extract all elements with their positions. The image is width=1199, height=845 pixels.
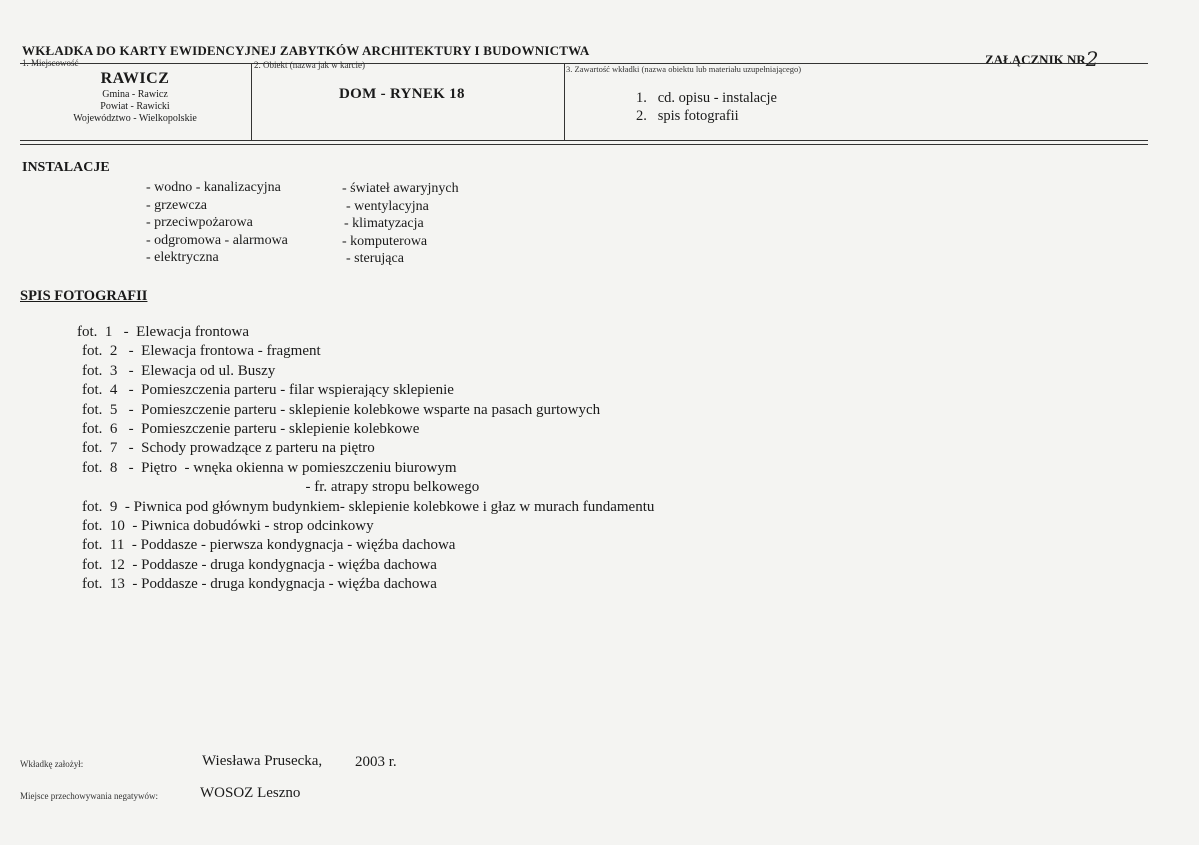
box3-label: 3. Zawartość wkładki (nazwa obiektu lub materiału uzupełniającego)	[566, 64, 802, 74]
box1-content	[40, 70, 230, 125]
list-item: - świateł awaryjnych	[342, 181, 459, 196]
form-title: WKŁADKA DO KARTY EWIDENCYJNEJ ZABYTKÓW ARCHITEKTURY I BUDOWNICTWA	[22, 43, 590, 58]
annex-label-text: ZAŁĄCZNIK NR	[985, 52, 1086, 67]
list-item: fot. 9 - Piwnica pod głównym budynkiem- sklepienie kolebkowe i głaz w murach fundamentu	[82, 498, 655, 515]
list-item: - wodno - kanalizacyjna	[146, 180, 281, 195]
object-name: DOM - RYNEK 18	[339, 86, 465, 102]
list-item: fot. 3 - Elewacja od ul. Buszy	[82, 362, 276, 379]
storage-label: Miejsce przechowywania negatywów:	[20, 791, 158, 801]
list-item: fot. 2 - Elewacja frontowa - fragment	[82, 343, 321, 360]
list-item: fot. 7 - Schody prowadzące z parteru na piętro	[82, 440, 375, 457]
table-divider-2	[564, 63, 565, 141]
list-item: - przeciwpożarowa	[146, 215, 253, 230]
list-item: fot. 4 - Pomieszczenia parteru - filar wspierający sklepienie	[82, 382, 454, 399]
list-item: - fr. atrapy stropu belkowego	[208, 479, 480, 496]
gmina: Gmina - Rawicz	[102, 89, 168, 100]
annex-number: 2	[1085, 47, 1099, 71]
list-item: - komputerowa	[342, 233, 428, 249]
list-item: - klimatyzacja	[344, 216, 424, 231]
list-item: fot. 1 - Elewacja frontowa	[77, 324, 250, 340]
author-name: Wiesława Prusecka,	[202, 753, 323, 769]
instalacje-heading: INSTALACJE	[22, 160, 110, 175]
box3-item: 2. spis fotografii	[636, 108, 739, 124]
annex-label	[985, 45, 1099, 69]
table-bottom-rule	[20, 140, 1148, 141]
list-item: fot. 6 - Pomieszczenie parteru - sklepienie kolebkowe	[82, 420, 420, 437]
author-label: Wkładkę założył:	[20, 759, 84, 769]
list-item: fot. 12 - Poddasze - druga kondygnacja - więźba dachowa	[82, 556, 437, 573]
photo-list	[77, 323, 655, 594]
spis-heading: SPIS FOTOGRAFII	[20, 288, 148, 304]
wojewodztwo: Województwo - Wielkopolskie	[73, 113, 197, 124]
list-item: fot. 13 - Poddasze - druga kondygnacja - więźba dachowa	[82, 576, 437, 593]
list-item: - odgromowa - alarmowa	[146, 232, 288, 248]
list-item: - elektryczna	[146, 250, 219, 265]
instalacje-col1	[146, 179, 288, 267]
table-bottom-rule-2	[20, 144, 1148, 145]
list-item: fot. 8 - Piętro - wnęka okienna w pomieszczeniu biurowym	[82, 459, 457, 476]
year: 2003 r.	[355, 754, 397, 770]
list-item: - grzewcza	[146, 197, 208, 213]
list-item: fot. 10 - Piwnica dobudówki - strop odcinkowy	[82, 517, 374, 534]
table-divider-1	[251, 63, 252, 141]
powiat: Powiat - Rawicki	[100, 101, 170, 112]
box3-item: 1. cd. opisu - instalacje	[636, 90, 777, 106]
instalacje-col2	[342, 180, 459, 268]
box1-label: 1. Miejscowość	[22, 58, 79, 68]
box2-label: 2. Obiekt (nazwa jak w karcie)	[254, 60, 365, 70]
list-item: - wentylacyjna	[346, 198, 429, 214]
list-item: - sterująca	[346, 251, 404, 266]
list-item: fot. 5 - Pomieszczenie parteru - sklepienie kolebkowe wsparte na pasach gurtowych	[82, 401, 601, 418]
list-item: fot. 11 - Poddasze - pierwsza kondygnacja - więźba dachowa	[82, 537, 456, 554]
town-name: RAWICZ	[100, 70, 170, 87]
storage-value: WOSOZ Leszno	[200, 785, 301, 801]
